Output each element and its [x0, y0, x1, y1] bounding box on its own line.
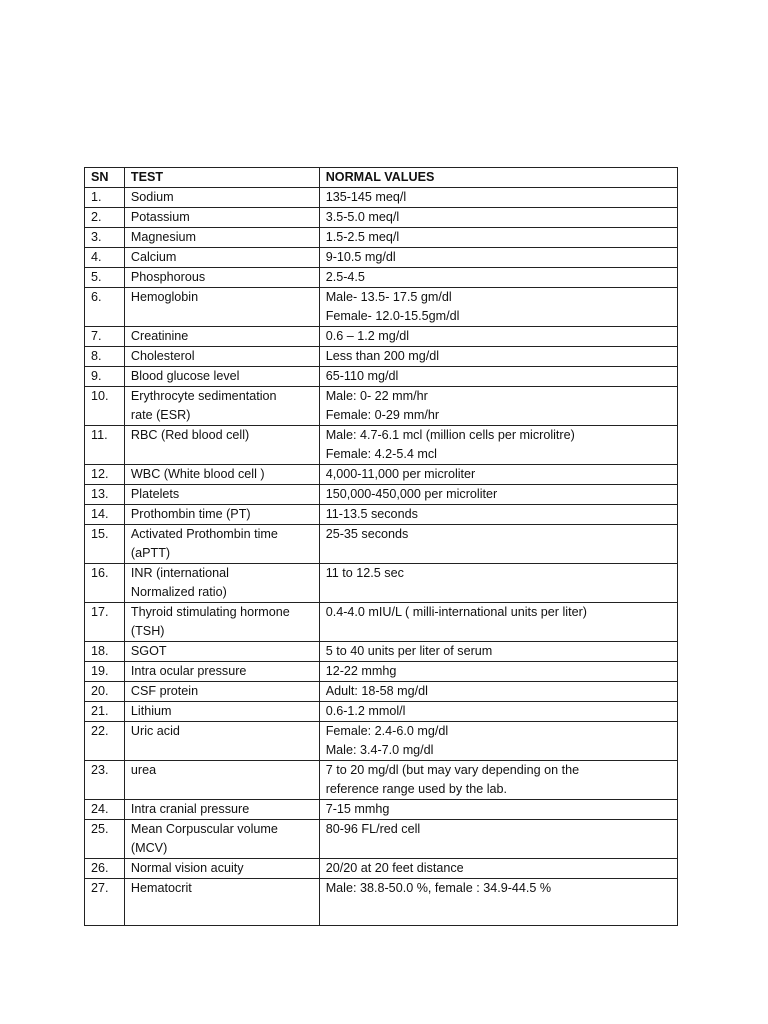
cell-normal-value	[319, 387, 677, 426]
cell-normal-value	[319, 564, 677, 603]
cell-test-line: Hemoglobin	[130, 290, 199, 304]
cell-test	[124, 327, 319, 347]
cell-sn: 26.	[85, 859, 125, 879]
cell-test-line: Intra cranial pressure	[130, 802, 250, 816]
cell-normal-value	[319, 879, 677, 926]
cell-sn: 9.	[85, 367, 125, 387]
table-row	[85, 288, 678, 327]
cell-test	[124, 208, 319, 228]
table-row	[85, 505, 678, 525]
cell-sn: 6.	[85, 288, 125, 327]
cell-sn: 8.	[85, 347, 125, 367]
cell-test	[124, 288, 319, 327]
cell-normal-value	[319, 485, 677, 505]
cell-normal-value-line: Male- 13.5- 17.5 gm/dl	[325, 290, 452, 304]
cell-normal-value-line: 0.6-1.2 mmol/l	[325, 704, 406, 718]
cell-test	[124, 682, 319, 702]
cell-test	[124, 367, 319, 387]
cell-normal-value-line: Female: 4.2-5.4 mcl	[325, 447, 437, 461]
cell-sn: 10.	[85, 387, 125, 426]
cell-sn: 27.	[85, 879, 125, 926]
table-row	[85, 859, 678, 879]
table-row	[85, 603, 678, 642]
cell-test	[124, 505, 319, 525]
cell-normal-value	[319, 327, 677, 347]
cell-test	[124, 426, 319, 465]
cell-test-line: Creatinine	[130, 329, 189, 343]
table-row	[85, 347, 678, 367]
cell-sn: 17.	[85, 603, 125, 642]
cell-normal-value-line: 1.5-2.5 meq/l	[325, 230, 400, 244]
cell-test	[124, 228, 319, 248]
cell-normal-value	[319, 268, 677, 288]
cell-normal-value	[319, 682, 677, 702]
cell-test-line: Lithium	[130, 704, 172, 718]
table-row	[85, 722, 678, 761]
cell-normal-value-line: Female: 0-29 mm/hr	[325, 408, 440, 422]
cell-test-line: (MCV)	[130, 841, 168, 855]
cell-test-line: Phosphorous	[130, 270, 206, 284]
cell-normal-value-line: 20/20 at 20 feet distance	[325, 861, 464, 875]
table-row	[85, 188, 678, 208]
cell-normal-value-line: 5 to 40 units per liter of serum	[325, 644, 493, 658]
cell-sn: 19.	[85, 662, 125, 682]
cell-sn: 4.	[85, 248, 125, 268]
cell-normal-value	[319, 525, 677, 564]
table-row	[85, 208, 678, 228]
cell-normal-value-line: 12-22 mmhg	[325, 664, 397, 678]
cell-normal-value-line: Adult: 18-58 mg/dl	[325, 684, 428, 698]
cell-test-line: Intra ocular pressure	[130, 664, 247, 678]
cell-normal-value-line: Male: 0- 22 mm/hr	[325, 389, 428, 403]
cell-test-line: CSF protein	[130, 684, 199, 698]
cell-test-line: Activated Prothombin time	[130, 527, 278, 541]
cell-sn: 3.	[85, 228, 125, 248]
cell-test	[124, 702, 319, 722]
cell-normal-value	[319, 465, 677, 485]
table-row	[85, 761, 678, 800]
cell-normal-value	[319, 859, 677, 879]
cell-sn: 16.	[85, 564, 125, 603]
header-sn: SN	[85, 168, 125, 188]
cell-sn: 25.	[85, 820, 125, 859]
cell-test-line: Thyroid stimulating hormone	[130, 605, 290, 619]
table-row	[85, 268, 678, 288]
cell-sn: 7.	[85, 327, 125, 347]
cell-normal-value-line: 0.6 – 1.2 mg/dl	[325, 329, 409, 343]
cell-normal-value-line: 7 to 20 mg/dl (but may vary depending on the	[325, 763, 580, 777]
cell-test-line: (TSH)	[130, 624, 165, 638]
cell-sn: 24.	[85, 800, 125, 820]
cell-normal-value	[319, 288, 677, 327]
cell-sn: 15.	[85, 525, 125, 564]
cell-sn: 14.	[85, 505, 125, 525]
cell-test-line: (aPTT)	[130, 546, 171, 560]
cell-sn: 22.	[85, 722, 125, 761]
cell-normal-value-line: Less than 200 mg/dl	[325, 349, 440, 363]
cell-sn: 23.	[85, 761, 125, 800]
cell-normal-value-line: 0.4-4.0 mIU/L ( milli-international units per liter)	[325, 605, 587, 619]
cell-test	[124, 248, 319, 268]
table-row	[85, 465, 678, 485]
cell-normal-value	[319, 228, 677, 248]
cell-normal-value-line: 4,000-11,000 per microliter	[325, 467, 476, 481]
cell-test	[124, 879, 319, 926]
cell-test-line: Platelets	[130, 487, 180, 501]
cell-normal-value-line: 9-10.5 mg/dl	[325, 250, 396, 264]
cell-test	[124, 387, 319, 426]
cell-test-line: Mean Corpuscular volume	[130, 822, 278, 836]
table-row	[85, 800, 678, 820]
cell-test-line: Prothombin time (PT)	[130, 507, 251, 521]
cell-test	[124, 347, 319, 367]
normal-values-table	[84, 167, 678, 926]
table-row	[85, 228, 678, 248]
cell-normal-value	[319, 248, 677, 268]
cell-normal-value-line: 135-145 meq/l	[325, 190, 407, 204]
cell-test-line: Calcium	[130, 250, 177, 264]
table-row	[85, 820, 678, 859]
cell-test-line: SGOT	[130, 644, 167, 658]
cell-test	[124, 525, 319, 564]
cell-test-line: Hematocrit	[130, 881, 192, 895]
table-row	[85, 564, 678, 603]
table-row	[85, 248, 678, 268]
cell-normal-value-line: Male: 4.7-6.1 mcl (million cells per microlitre)	[325, 428, 575, 442]
cell-test	[124, 268, 319, 288]
cell-normal-value	[319, 800, 677, 820]
table-row	[85, 642, 678, 662]
cell-normal-value-line: 3.5-5.0 meq/l	[325, 210, 400, 224]
cell-test	[124, 642, 319, 662]
header-normal-values: NORMAL VALUES	[319, 168, 677, 188]
cell-test-line: Normalized ratio)	[130, 585, 227, 599]
cell-test	[124, 820, 319, 859]
cell-normal-value	[319, 761, 677, 800]
table-row	[85, 702, 678, 722]
cell-test-line: Blood glucose level	[130, 369, 240, 383]
table-row	[85, 327, 678, 347]
cell-normal-value-line: 7-15 mmhg	[325, 802, 390, 816]
cell-test-line: Uric acid	[130, 724, 180, 738]
table-row	[85, 879, 678, 926]
cell-test-line: Normal vision acuity	[130, 861, 244, 875]
cell-test-line: Erythrocyte sedimentation	[130, 389, 277, 403]
cell-normal-value-line: reference range used by the lab.	[325, 782, 508, 796]
cell-normal-value	[319, 702, 677, 722]
cell-normal-value-line: Male: 38.8-50.0 %, female : 34.9-44.5 %	[325, 881, 552, 895]
table-body	[85, 188, 678, 926]
table-row	[85, 387, 678, 426]
cell-sn: 12.	[85, 465, 125, 485]
cell-normal-value-line: 80-96 FL/red cell	[325, 822, 421, 836]
cell-sn: 5.	[85, 268, 125, 288]
cell-test	[124, 800, 319, 820]
cell-normal-value-line: 25-35 seconds	[325, 527, 409, 541]
cell-sn: 11.	[85, 426, 125, 465]
cell-normal-value-line: 11-13.5 seconds	[325, 507, 418, 521]
cell-test	[124, 722, 319, 761]
cell-test	[124, 859, 319, 879]
table-header-row	[85, 168, 678, 188]
cell-sn: 1.	[85, 188, 125, 208]
cell-normal-value-line: Male: 3.4-7.0 mg/dl	[325, 743, 434, 757]
cell-test	[124, 761, 319, 800]
cell-normal-value-line: 65-110 mg/dl	[325, 369, 399, 383]
table-row	[85, 426, 678, 465]
cell-normal-value	[319, 722, 677, 761]
cell-test-line: rate (ESR)	[130, 408, 191, 422]
cell-test-line: INR (international	[130, 566, 229, 580]
cell-test-line: Cholesterol	[130, 349, 195, 363]
cell-normal-value-line: 11 to 12.5 sec	[325, 566, 404, 580]
cell-sn: 20.	[85, 682, 125, 702]
table-row	[85, 682, 678, 702]
cell-test-line: WBC (White blood cell )	[130, 467, 265, 481]
cell-sn: 18.	[85, 642, 125, 662]
cell-normal-value	[319, 603, 677, 642]
cell-sn: 2.	[85, 208, 125, 228]
cell-test	[124, 485, 319, 505]
cell-normal-value	[319, 426, 677, 465]
cell-normal-value	[319, 347, 677, 367]
cell-normal-value	[319, 820, 677, 859]
cell-sn: 13.	[85, 485, 125, 505]
table-row	[85, 662, 678, 682]
cell-test	[124, 465, 319, 485]
cell-test-line: Potassium	[130, 210, 190, 224]
cell-test	[124, 603, 319, 642]
cell-normal-value	[319, 642, 677, 662]
cell-normal-value	[319, 208, 677, 228]
table-row	[85, 367, 678, 387]
cell-normal-value	[319, 188, 677, 208]
cell-normal-value	[319, 367, 677, 387]
cell-normal-value-line: Female- 12.0-15.5gm/dl	[325, 309, 460, 323]
table-row	[85, 525, 678, 564]
cell-test	[124, 188, 319, 208]
cell-test-line: RBC (Red blood cell)	[130, 428, 250, 442]
cell-normal-value	[319, 505, 677, 525]
cell-normal-value-line: Female: 2.4-6.0 mg/dl	[325, 724, 449, 738]
cell-test-line: urea	[130, 763, 157, 777]
cell-test	[124, 564, 319, 603]
cell-test	[124, 662, 319, 682]
cell-test-line: Magnesium	[130, 230, 197, 244]
cell-sn: 21.	[85, 702, 125, 722]
header-test: TEST	[124, 168, 319, 188]
cell-normal-value-line: 2.5-4.5	[325, 270, 365, 284]
cell-normal-value-line: 150,000-450,000 per microliter	[325, 487, 498, 501]
cell-normal-value	[319, 662, 677, 682]
cell-test-line: Sodium	[130, 190, 174, 204]
table-row	[85, 485, 678, 505]
